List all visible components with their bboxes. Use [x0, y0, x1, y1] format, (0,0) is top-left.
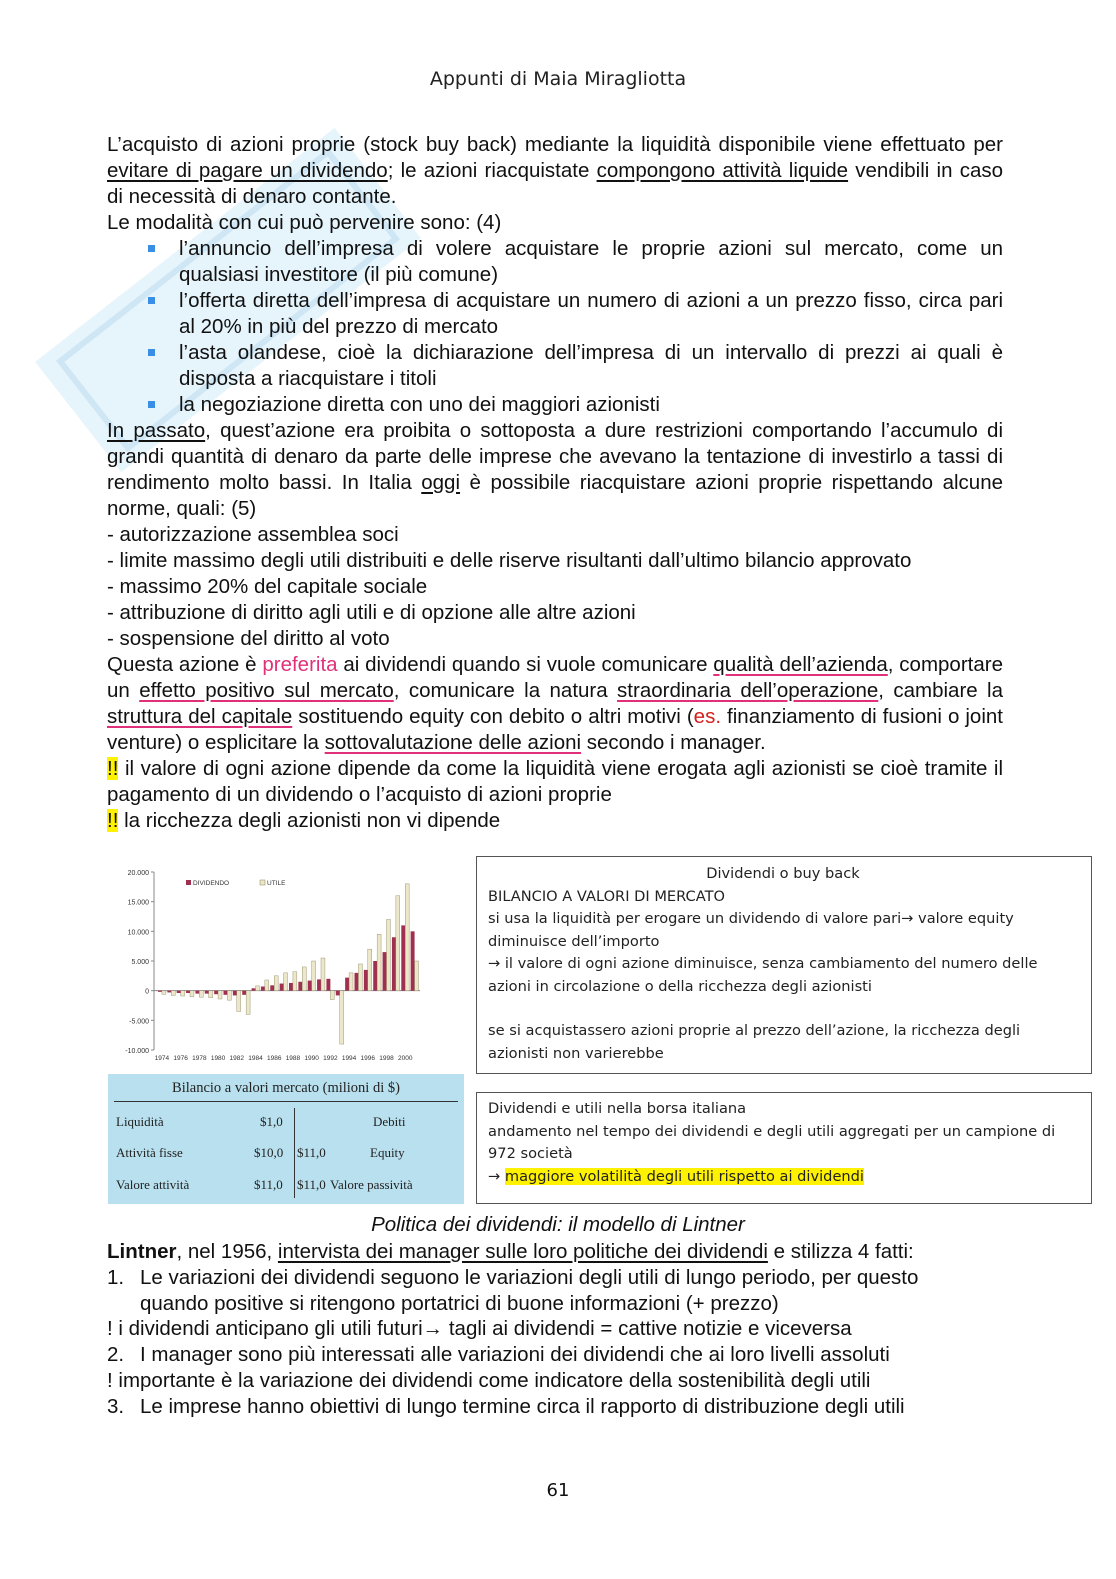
- bar-utile: [293, 972, 297, 991]
- bar-utile: [190, 991, 194, 997]
- x-tick-label: 1992: [323, 1055, 338, 1062]
- x-tick-label: 1984: [248, 1055, 263, 1062]
- balance-cell: $1,0: [260, 1114, 283, 1129]
- past-paragraph: In passato, quest’azione era proibita o sottoposta a dure restrizioni comportando l’accumulo di grandi quantità di denaro da parte delle imprese che avevano la tentazione di investirlo a tassi di rendimento molto bassi. In Italia oggi è possibile riacquistare azioni proprie rispettando alcune norme, quali: (5): [107, 419, 1004, 520]
- box-title: Dividendi o buy back: [706, 865, 860, 882]
- box-line: BILANCIO A VALORI DI MERCATO: [488, 887, 725, 905]
- bar-dividendo: [270, 985, 274, 990]
- bar-utile: [302, 967, 306, 991]
- intro-paragraph: L’acquisto di azioni proprie (stock buy back) mediante la liquidità disponibile viene effettuato per evitare di pagare un dividendo; le azioni riacquistate compongono attività liquide vendibili in caso di necessità di denaro contante.: [107, 133, 1004, 208]
- divider: [114, 1101, 458, 1102]
- bar-dividendo: [261, 987, 265, 991]
- bar-dividendo: [345, 978, 349, 991]
- bar-dividendo: [392, 937, 396, 990]
- box-line: → il valore di ogni azione diminuisce, senza cambiamento del numero delle azioni in circolazione o della ricchezza degli azionisti: [488, 955, 1038, 995]
- legend-label: UTILE: [267, 880, 286, 887]
- bar-dividendo: [411, 931, 415, 990]
- y-tick-label: -10.000: [125, 1048, 149, 1055]
- balance-cell: $11,0: [297, 1145, 326, 1160]
- bar-utile: [405, 884, 409, 991]
- bar-dividendo: [289, 983, 293, 991]
- bar-utile: [368, 949, 372, 991]
- note-paragraph: !! la ricchezza degli azionisti non vi dipende: [107, 809, 501, 832]
- x-tick-label: 2000: [397, 1055, 413, 1062]
- balance-cell: Valore attività: [116, 1177, 190, 1192]
- bar-dividendo: [158, 991, 162, 992]
- bar-utile: [415, 961, 419, 991]
- bar-dividendo: [280, 984, 284, 991]
- balance-cell: $11,0: [254, 1177, 283, 1192]
- bar-utile: [171, 991, 175, 996]
- y-tick-label: -5.000: [129, 1018, 149, 1026]
- highlighted-conclusion: maggiore volatilità degli utili rispetto ai dividendi: [504, 1167, 864, 1185]
- list-item: l’offerta diretta dell’impresa di acquistare un numero di azioni a un prezzo fisso, circa pari al 20% in più del prezzo di mercato: [107, 288, 1003, 340]
- section-title: Politica dei dividendi: il modello di Lintner: [371, 1213, 745, 1236]
- square-bullet-icon: [148, 297, 155, 304]
- fact-item: 3. Le imprese hanno obiettivi di lungo termine circa il rapporto di distribuzione degli utili: [107, 1394, 905, 1418]
- list-item: l’asta olandese, cioè la dichiarazione dell’impresa di un intervallo di prezzi ai quali è disposta a riacquistare i titoli: [107, 340, 1003, 392]
- box-line: andamento nel tempo dei dividendi e degli utili aggregati per un campione di 972 società: [488, 1122, 1056, 1162]
- bar-utile: [209, 991, 213, 998]
- bar-dividendo: [214, 991, 218, 995]
- bar-dividendo: [401, 925, 405, 990]
- fact-item: 1. Le variazioni dei dividendi seguono le variazioni degli utili di lungo periodo, per questo: [107, 1265, 919, 1289]
- y-tick-label: 0: [145, 988, 149, 996]
- balance-cell: $10,0: [254, 1145, 284, 1160]
- balance-cell: Debiti: [373, 1114, 406, 1129]
- divider: [294, 1108, 295, 1198]
- rule-item: - limite massimo degli utili distribuiti e delle riserve risultanti dall’ultimo bilancio approvato: [107, 549, 912, 572]
- fact-item: 2. I manager sono più interessati alle variazioni dei dividendi che ai loro livelli assoluti: [107, 1343, 890, 1367]
- lintner-intro: Lintner, nel 1956, intervista dei manager sulle loro politiche dei dividendi e stilizza 4 fatti:: [107, 1240, 914, 1263]
- balance-title: Bilancio a valori mercato (milioni di $): [172, 1080, 400, 1096]
- bar-utile: [227, 991, 231, 1000]
- bar-dividendo: [233, 991, 237, 996]
- buyback-box: [476, 856, 1092, 1074]
- modalities-list: [107, 236, 1003, 418]
- x-tick-label: 1982: [229, 1055, 245, 1062]
- balance-cell: Equity: [370, 1145, 405, 1160]
- balance-sheet-table: [108, 1074, 464, 1204]
- bar-utile: [199, 991, 203, 998]
- bar-utile: [312, 961, 316, 991]
- fact-note: ! i dividendi anticipano gli utili futuri→ tagli ai dividendi = cattive notizie e viceversa: [107, 1317, 852, 1341]
- rule-item: - attribuzione di diritto agli utili e di opzione alle altre azioni: [107, 601, 636, 624]
- box-title: Dividendi e utili nella borsa italiana: [488, 1100, 747, 1117]
- square-bullet-icon: [148, 245, 155, 252]
- bar-utile: [321, 958, 325, 991]
- rule-item: - massimo 20% del capitale sociale: [107, 575, 428, 598]
- bar-utile: [246, 991, 250, 1015]
- bar-utile: [349, 973, 353, 991]
- bar-dividendo: [186, 991, 190, 993]
- bar-dividendo: [383, 952, 387, 991]
- bar-dividendo: [298, 982, 302, 991]
- bar-utile: [256, 986, 260, 991]
- bar-utile: [218, 991, 222, 999]
- bar-dividendo: [167, 991, 171, 993]
- legend-swatch-utile: [260, 880, 265, 885]
- bar-utile: [265, 980, 269, 991]
- note-mark: !!: [107, 809, 119, 832]
- page-number: 61: [546, 1480, 570, 1501]
- x-tick-label: 1974: [154, 1055, 170, 1062]
- bar-utile: [162, 991, 166, 995]
- box-line: si usa la liquidità per erogare un dividendo di valore pari→ valore equity diminuisce dell’importo: [488, 910, 1014, 950]
- bar-dividendo: [205, 991, 209, 994]
- box-line: → maggiore volatilità degli utili rispetto ai dividendi: [488, 1167, 864, 1185]
- dividend-earnings-chart: [108, 862, 428, 1072]
- y-tick-label: 10.000: [127, 929, 149, 937]
- bar-dividendo: [326, 979, 330, 991]
- legend-label: DIVIDENDO: [193, 880, 230, 887]
- balance-cell: Attività fisse: [116, 1145, 183, 1160]
- bar-utile: [387, 919, 391, 990]
- bar-dividendo: [317, 979, 321, 990]
- bar-dividendo: [336, 991, 340, 996]
- box-line: se si acquistassero azioni proprie al prezzo dell’azione, la ricchezza degli azionisti non varierebbe: [488, 1022, 1021, 1062]
- x-tick-label: 1996: [360, 1055, 376, 1062]
- rule-item: - sospensione del diritto al voto: [107, 627, 390, 650]
- x-tick-label: 1998: [379, 1055, 394, 1062]
- fact-continuation: quando positive si ritengono portatrici di buone informazioni (+ prezzo): [140, 1291, 779, 1315]
- y-tick-label: 5.000: [131, 959, 149, 966]
- bar-utile: [330, 991, 334, 1000]
- bar-dividendo: [355, 973, 359, 991]
- bar-dividendo: [177, 991, 181, 993]
- x-tick-label: 1988: [285, 1055, 301, 1062]
- note-mark: !!: [107, 757, 119, 780]
- main-text: [107, 132, 1003, 834]
- y-tick-label: 15.000: [127, 899, 149, 907]
- bar-utile: [237, 991, 241, 1012]
- x-tick-label: 1986: [266, 1055, 282, 1062]
- rule-item: - autorizzazione assemblea soci: [107, 523, 399, 546]
- note-paragraph: !! il valore di ogni azione dipende da come la liquidità viene erogata agli azionisti se cioè tramite il pagamento di un dividendo o l’acquisto di azioni proprie: [107, 757, 1003, 806]
- bar-dividendo: [308, 981, 312, 991]
- balance-cell: Liquidità: [116, 1114, 164, 1129]
- list-item: l’annuncio dell’impresa di volere acquistare le proprie azioni sul mercato, come un qualsiasi investitore (il più comune): [107, 236, 1003, 288]
- fact-note: ! importante è la variazione dei dividendi come indicatore della sostenibilità degli utili: [107, 1368, 871, 1392]
- x-tick-label: 1994: [341, 1055, 357, 1062]
- preference-paragraph: Questa azione è preferita ai dividendi quando si vuole comunicare qualità dell’azienda, comportare un effetto positivo sul mercato, comunicare la natura straordinaria dell’operazione, cambiare la struttura del capitale sostituendo equity con debito o altri motivi (es. finanziamento di fusioni o joint venture) o esplicitare la sottovalutazione delle azioni secondo i manager.: [107, 653, 1004, 754]
- legend-swatch-dividendo: [186, 880, 191, 885]
- bar-dividendo: [224, 991, 228, 995]
- bar-utile: [396, 896, 400, 991]
- modalities-intro: Le modalità con cui può pervenire sono: (4): [107, 211, 502, 234]
- page-header: Appunti di Maia Miragliotta: [429, 68, 687, 90]
- bar-dividendo: [242, 991, 246, 995]
- lintner-section: [107, 1239, 1007, 1420]
- y-tick-label: 20.000: [127, 870, 149, 877]
- bar-dividendo: [195, 991, 199, 994]
- bar-utile: [340, 991, 344, 1044]
- bar-utile: [377, 934, 381, 990]
- bar-utile: [274, 976, 278, 991]
- x-tick-label: 1978: [192, 1055, 207, 1062]
- square-bullet-icon: [148, 401, 155, 408]
- italian-market-box: [476, 1092, 1092, 1204]
- bar-utile: [181, 991, 185, 996]
- bar-dividendo: [252, 988, 256, 990]
- balance-cell: $11,0: [297, 1177, 326, 1192]
- square-bullet-icon: [148, 349, 155, 356]
- x-tick-label: 1976: [173, 1055, 188, 1062]
- bar-utile: [358, 964, 362, 991]
- bar-dividendo: [364, 970, 368, 991]
- bar-dividendo: [373, 961, 377, 991]
- x-tick-label: 1990: [304, 1055, 319, 1062]
- balance-cell: Valore passività: [330, 1177, 413, 1192]
- x-tick-label: 1980: [210, 1055, 226, 1062]
- bar-utile: [284, 973, 288, 991]
- list-item: la negoziazione diretta con uno dei maggiori azionisti: [107, 392, 1003, 418]
